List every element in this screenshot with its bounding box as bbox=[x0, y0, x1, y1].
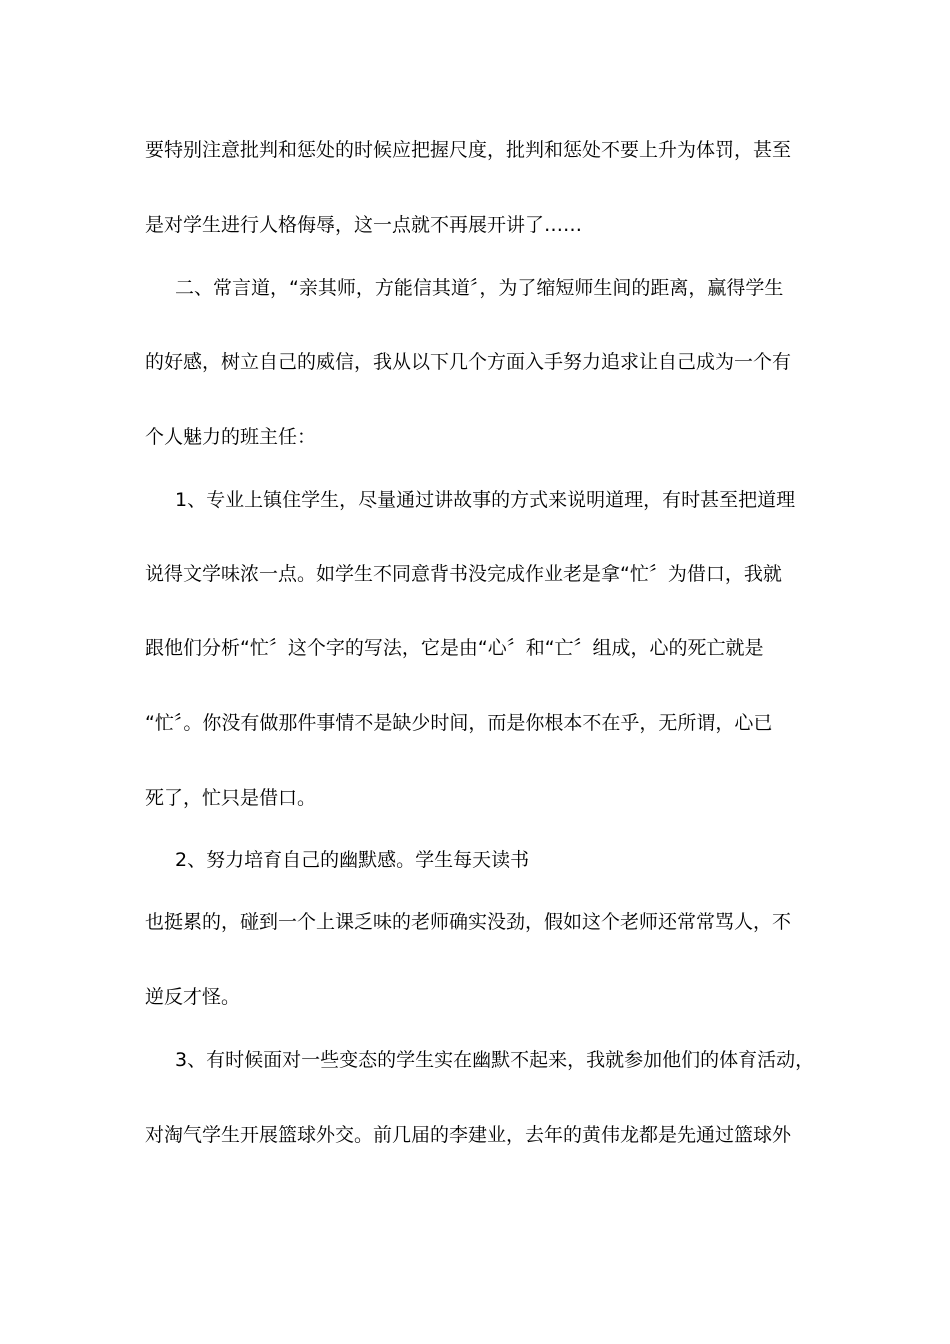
text-line: 死了，忙只是借口。 bbox=[145, 787, 317, 809]
list-item-2: 2、努力培育自己的幽默感。学生每天读书 bbox=[175, 849, 530, 871]
text-line: 也挺累的，碰到一个上课乏味的老师确实没劲，假如这个老师还常常骂人，不 bbox=[145, 911, 792, 933]
text-line: 对淘气学生开展篮球外交。前几届的李建业，去年的黄伟龙都是先通过篮球外 bbox=[145, 1124, 792, 1146]
text-line: 逆反才怪。 bbox=[145, 986, 241, 1008]
text-line: “忙〞。你没有做那件事情不是缺少时间，而是你根本不在乎，无所谓，心已 bbox=[145, 712, 773, 734]
text-line: 是对学生进行人格侮辱，这一点就不再展开讲了…… bbox=[145, 214, 583, 236]
list-item-3: 3、有时候面对一些变态的学生实在幽默不起来，我就参加他们的体育活动， bbox=[175, 1049, 815, 1071]
text-line: 个人魅力的班主任： bbox=[145, 426, 317, 448]
paragraph-heading-2: 二、常言道，“亲其师，方能信其道〞，为了缩短师生间的距离，赢得学生 bbox=[175, 277, 784, 299]
text-line: 的好感，树立自己的威信，我从以下几个方面入手努力追求让自己成为一个有 bbox=[145, 351, 792, 373]
list-item-1: 1、专业上镇住学生，尽量通过讲故事的方式来说明道理，有时甚至把道理 bbox=[175, 489, 796, 511]
text-line: 说得文学味浓一点。如学生不同意背书没完成作业老是拿“忙〞为借口，我就 bbox=[145, 563, 782, 585]
text-line: 要特别注意批判和惩处的时候应把握尺度，批判和惩处不要上升为体罚，甚至 bbox=[145, 139, 792, 161]
text-line: 跟他们分析“忙〞这个字的写法，它是由“心〞和“亡〞组成，心的死亡就是 bbox=[145, 637, 764, 659]
